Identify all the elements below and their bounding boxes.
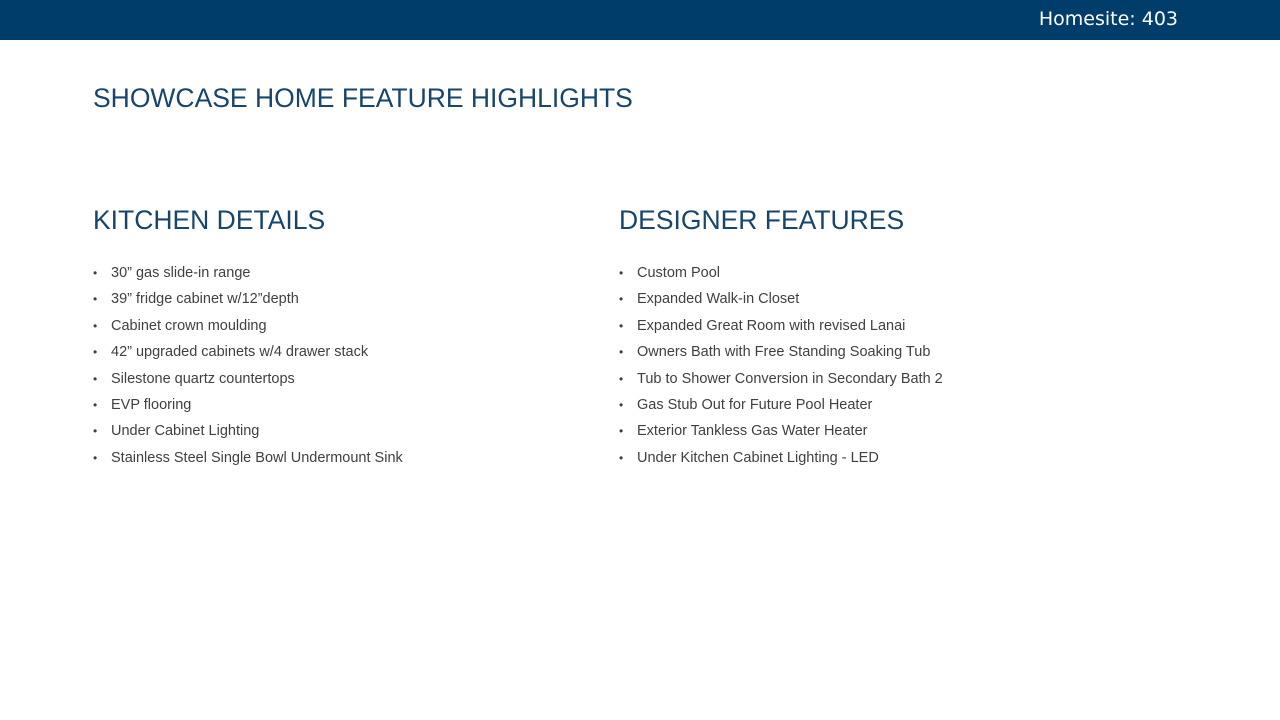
bullet-icon: • — [619, 266, 624, 280]
page-title: SHOWCASE HOME FEATURE HIGHLIGHTS — [93, 83, 633, 113]
list-item — [619, 445, 943, 471]
list-item-text: Under Cabinet Lighting — [111, 423, 260, 440]
kitchen-details-list — [93, 260, 403, 471]
bullet-icon: • — [93, 424, 98, 439]
bullet-icon: • — [93, 292, 98, 307]
list-item — [619, 418, 943, 444]
designer-features-heading: DESIGNER FEATURES — [619, 205, 905, 235]
bullet-icon: • — [619, 345, 624, 360]
list-item — [93, 260, 403, 286]
list-item-text: Expanded Great Room with revised Lanai — [637, 317, 906, 334]
bullet-icon: • — [93, 450, 98, 465]
list-item-text: 39” fridge cabinet w/12”depth — [111, 291, 299, 308]
designer-features-list — [619, 260, 943, 471]
list-item-text: Gas Stub Out for Future Pool Heater — [637, 396, 873, 413]
bullet-icon: • — [619, 450, 624, 465]
bullet-icon: • — [619, 292, 624, 307]
list-item-text: Custom Pool — [637, 265, 721, 281]
homesite-label: Homesite: 403 — [1038, 8, 1178, 30]
bullet-icon: • — [619, 318, 624, 333]
bullet-icon: • — [93, 397, 98, 412]
list-item — [619, 286, 943, 312]
bullet-icon: • — [93, 266, 98, 280]
list-item-text: Exterior Tankless Gas Water Heater — [637, 423, 868, 440]
list-item — [93, 313, 403, 339]
kitchen-details-heading: KITCHEN DETAILS — [93, 205, 326, 235]
bullet-icon: • — [93, 371, 98, 386]
list-item — [619, 339, 943, 365]
list-item — [93, 392, 403, 418]
bullet-icon: • — [93, 318, 98, 333]
bullet-icon: • — [93, 345, 98, 360]
list-item — [619, 366, 943, 392]
list-item — [93, 445, 403, 471]
list-item — [93, 366, 403, 392]
list-item — [619, 260, 943, 286]
list-item — [93, 339, 403, 365]
list-item-text: Cabinet crown moulding — [111, 317, 267, 334]
list-item-text: EVP flooring — [111, 396, 192, 413]
designer-features-section — [619, 202, 943, 471]
bullet-icon: • — [619, 371, 624, 386]
list-item-text: Stainless Steel Single Bowl Undermount Sink — [111, 449, 403, 466]
list-item — [619, 313, 943, 339]
list-item-text: 30” gas slide-in range — [111, 265, 251, 281]
list-item — [93, 286, 403, 312]
kitchen-details-section — [93, 202, 403, 471]
bullet-icon: • — [619, 424, 624, 439]
bullet-icon: • — [619, 397, 624, 412]
list-item-text: Tub to Shower Conversion in Secondary Bath 2 — [637, 370, 943, 387]
list-item-text: 42” upgraded cabinets w/4 drawer stack — [111, 344, 369, 361]
list-item — [619, 392, 943, 418]
list-item — [93, 418, 403, 444]
list-item-text: Owners Bath with Free Standing Soaking Tub — [637, 344, 931, 361]
list-item-text: Silestone quartz countertops — [111, 370, 295, 387]
header-bar — [0, 0, 1280, 40]
list-item-text: Expanded Walk-in Closet — [637, 291, 800, 308]
list-item-text: Under Kitchen Cabinet Lighting - LED — [637, 449, 879, 466]
